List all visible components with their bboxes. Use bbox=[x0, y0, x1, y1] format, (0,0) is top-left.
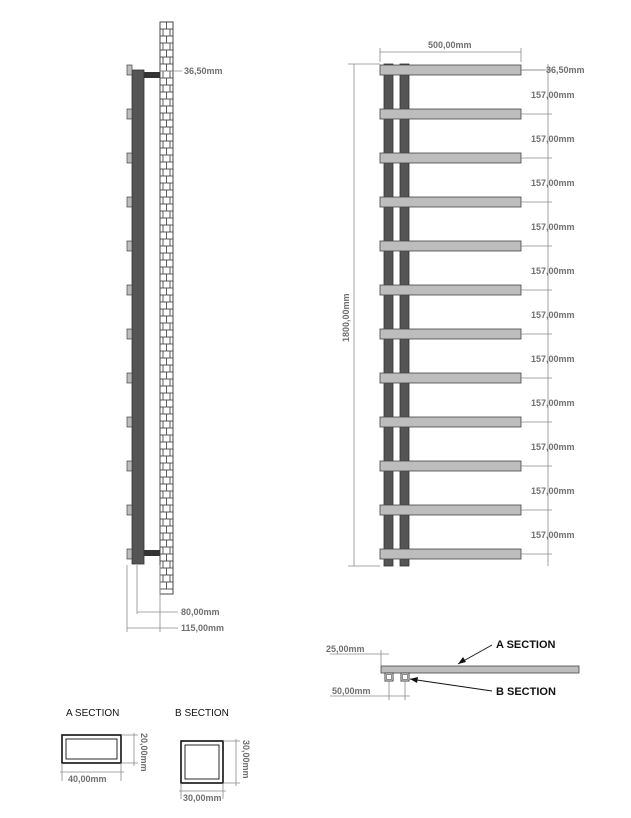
b-section-callout-label: B SECTION bbox=[496, 686, 556, 698]
bar-spacing-label: 157,00mm bbox=[531, 266, 575, 276]
front-bar bbox=[380, 197, 521, 207]
side-bar-end bbox=[127, 241, 132, 251]
bar-spacing-label: 157,00mm bbox=[531, 354, 575, 364]
side-bar-end bbox=[127, 65, 132, 75]
side-bar-end bbox=[127, 285, 132, 295]
post-spacing-label: 50,00mm bbox=[332, 686, 371, 696]
front-bar bbox=[380, 461, 521, 471]
depth-outer-label: 115,00mm bbox=[181, 623, 225, 633]
front-bar bbox=[380, 505, 521, 515]
width-dimension bbox=[380, 40, 521, 62]
front-bar bbox=[380, 153, 521, 163]
a-section-height: 20,00mm bbox=[139, 733, 149, 772]
a-section-detail bbox=[60, 708, 149, 784]
front-top-dimension bbox=[521, 65, 585, 75]
side-bar-end bbox=[127, 461, 132, 471]
side-post bbox=[132, 70, 144, 564]
front-bar bbox=[380, 65, 521, 75]
bar-spacing-label: 157,00mm bbox=[531, 398, 575, 408]
side-bar-end bbox=[127, 329, 132, 339]
b-section-callout bbox=[410, 677, 556, 698]
plan-view bbox=[326, 639, 579, 700]
post-setback-dimension bbox=[326, 644, 389, 666]
side-bar-end bbox=[127, 505, 132, 515]
bar-spacing-label: 157,00mm bbox=[531, 134, 575, 144]
b-section-width: 30,00mm bbox=[183, 793, 222, 803]
b-section-title: B SECTION bbox=[175, 708, 229, 719]
a-section-callout bbox=[458, 639, 556, 664]
side-bar-end bbox=[127, 109, 132, 119]
side-top-offset-label: 36,50mm bbox=[184, 66, 223, 76]
bar-spacing-label: 157,00mm bbox=[531, 310, 575, 320]
wall-bracket bbox=[144, 550, 160, 556]
front-post-left bbox=[384, 64, 393, 566]
post-setback-label: 25,00mm bbox=[326, 644, 365, 654]
front-bar bbox=[380, 549, 521, 559]
side-bar-end bbox=[127, 549, 132, 559]
a-section-title: A SECTION bbox=[66, 708, 120, 719]
side-bar-end bbox=[127, 197, 132, 207]
b-section-outer bbox=[181, 741, 223, 783]
front-bar bbox=[380, 373, 521, 383]
width-label: 500,00mm bbox=[428, 40, 472, 50]
side-bar-end bbox=[127, 417, 132, 427]
height-dimension bbox=[341, 64, 380, 566]
side-bar-end bbox=[127, 373, 132, 383]
side-bar-end bbox=[127, 153, 132, 163]
front-bar bbox=[380, 241, 521, 251]
b-section-height: 30,00mm bbox=[241, 740, 251, 779]
post-spacing-dimension bbox=[330, 681, 410, 700]
bar-spacing-dimensions bbox=[521, 64, 575, 566]
front-top-offset-label: 36,50mm bbox=[546, 65, 585, 75]
b-section-detail bbox=[175, 708, 251, 803]
front-post-right bbox=[400, 64, 409, 566]
bar-spacing-label: 157,00mm bbox=[531, 178, 575, 188]
front-bar bbox=[380, 109, 521, 119]
front-bar bbox=[380, 329, 521, 339]
wall-bracket bbox=[144, 72, 160, 78]
brick-wall bbox=[160, 22, 173, 594]
height-label: 1800,00mm bbox=[341, 293, 351, 342]
plan-bar bbox=[381, 666, 579, 673]
bar-spacing-label: 157,00mm bbox=[531, 530, 575, 540]
bar-spacing-label: 157,00mm bbox=[531, 90, 575, 100]
a-section-callout-label: A SECTION bbox=[496, 639, 556, 651]
bar-spacing-label: 157,00mm bbox=[531, 486, 575, 496]
side-depth-dimensions bbox=[127, 565, 224, 633]
a-section-width: 40,00mm bbox=[68, 774, 107, 784]
bar-spacing-label: 157,00mm bbox=[531, 442, 575, 452]
front-bar bbox=[380, 285, 521, 295]
depth-inner-label: 80,00mm bbox=[181, 607, 220, 617]
bar-spacing-label: 157,00mm bbox=[531, 222, 575, 232]
side-view bbox=[127, 22, 224, 633]
front-bar bbox=[380, 417, 521, 427]
front-view bbox=[341, 40, 585, 566]
